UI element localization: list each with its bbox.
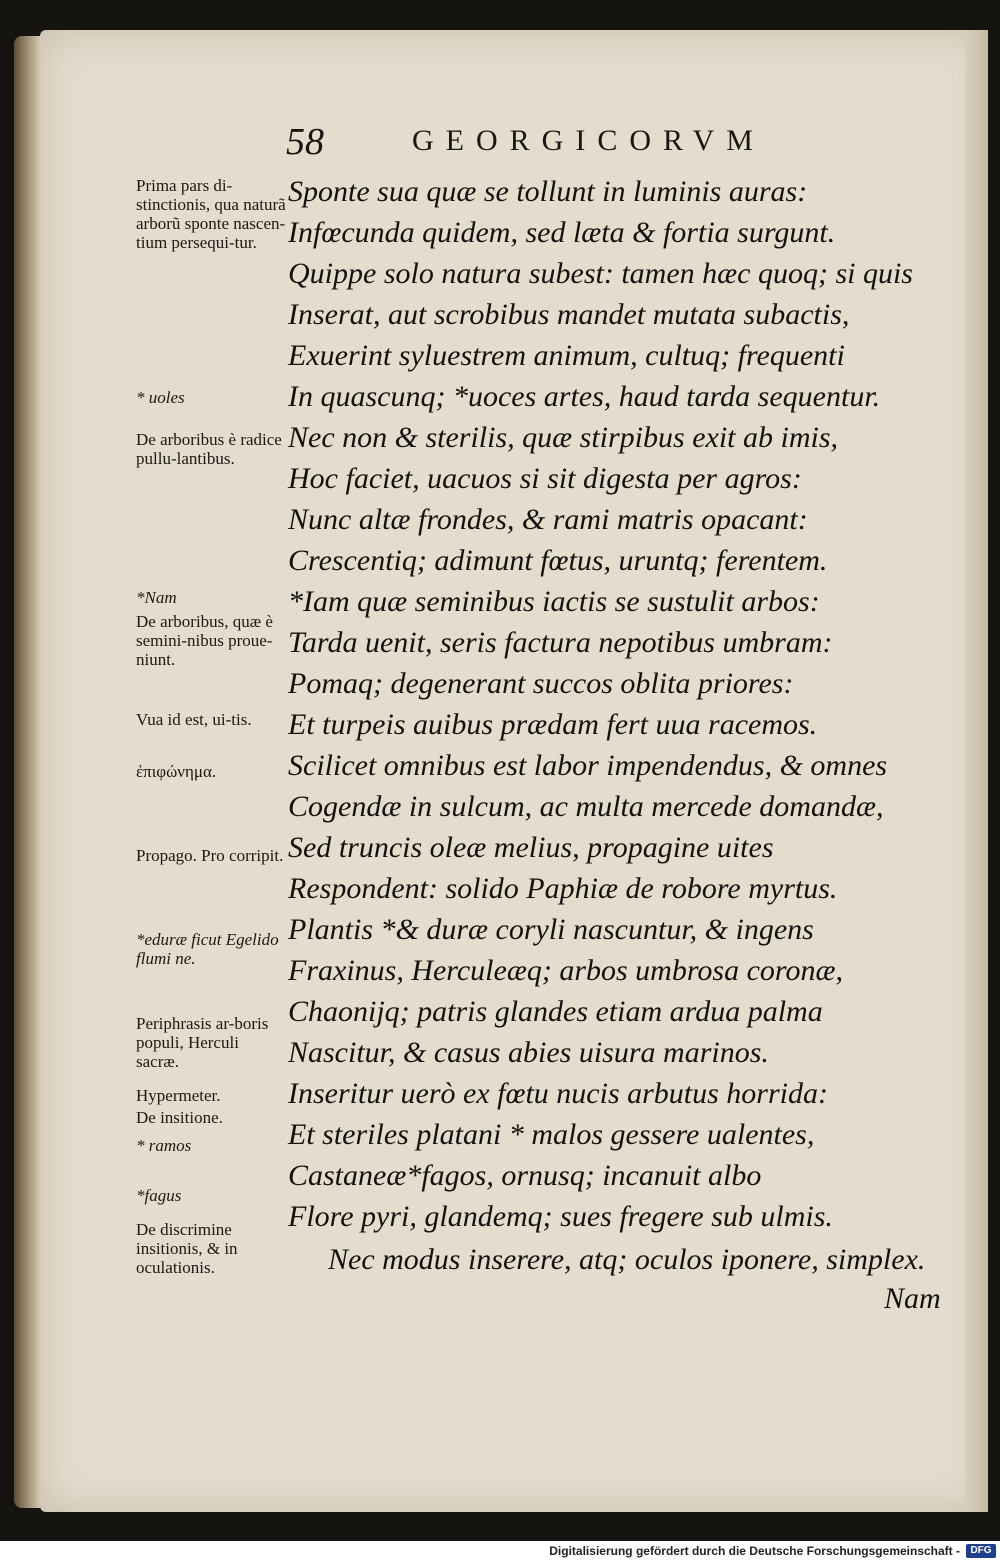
verse-line: *Iam quæ seminibus iactis se sustulit arbos:: [288, 585, 820, 618]
dfg-logo: DFG: [966, 1544, 996, 1558]
marginal-note: Periphrasis ar-boris populi, Herculi sacræ.: [136, 1014, 269, 1071]
marginal-note: Vua id est, ui-tis.: [136, 710, 252, 729]
marginal-note: De arboribus, quæ è semini-nibus proue-niunt.: [136, 612, 273, 669]
verse-line: Sponte sua quæ se tollunt in luminis auras:: [288, 175, 808, 208]
verse-line: Sed truncis oleæ melius, propagine uites: [288, 831, 774, 864]
marginal-note: ἐπιφώνημα.: [136, 762, 217, 781]
verse-line: Castaneæ*fagos, ornusq; incanuit albo: [288, 1159, 762, 1192]
marginal-note: Propago. Pro corripit.: [136, 846, 284, 865]
marginal-note: *Nam: [136, 588, 177, 607]
verse-line: Et turpeis auibus prædam fert uua racemos.: [288, 708, 818, 741]
verse-line: Nascitur, & casus abies uisura marinos.: [288, 1036, 769, 1069]
verse-block: [288, 0, 968, 1563]
marginal-note: * ramos: [136, 1136, 192, 1155]
verse-line: In quascunq; *uoces artes, haud tarda sequentur.: [288, 380, 881, 413]
verse-line: Inseritur uerò ex fœtu nucis arbutus horrida:: [288, 1077, 828, 1110]
verse-line: Hoc faciet, uacuos si sit digesta per agros:: [288, 462, 802, 495]
verse-line: Flore pyri, glandemq; sues fregere sub ulmis.: [288, 1200, 833, 1233]
page-number: 58: [286, 121, 324, 163]
verse-line: Nec modus inserere, atq; oculos iponere, simplex.: [328, 1243, 926, 1276]
verse-line: Tarda uenit, seris factura nepotibus umbram:: [288, 626, 833, 659]
marginal-note: Hypermeter.: [136, 1086, 221, 1105]
page-edge-right: [965, 30, 988, 1512]
marginal-note: De discrimine insitionis, & in oculationis.: [136, 1220, 238, 1277]
verse-line: Cogendæ in sulcum, ac multa mercede domandæ,: [288, 790, 884, 823]
running-title: GEORGICORVM: [412, 124, 765, 157]
verse-line: Quippe solo natura subest: tamen hæc quoq; si quis: [288, 257, 913, 290]
catchword: Nam: [884, 1282, 941, 1315]
marginal-note: *eduræ ficut Egelido flumi ne.: [136, 930, 279, 968]
verse-line: Nunc altæ frondes, & rami matris opacant:: [288, 503, 808, 536]
footer-bar: [0, 1541, 1000, 1563]
marginal-note: *fagus: [136, 1186, 182, 1205]
verse-line: Nec non & sterilis, quæ stirpibus exit ab imis,: [288, 421, 839, 454]
verse-line: Plantis *& duræ coryli nascuntur, & ingens: [288, 913, 814, 946]
verse-line: Respondent: solido Paphiæ de robore myrtus.: [288, 872, 838, 905]
verse-line: Fraxinus, Herculeæq; arbos umbrosa coronæ,: [288, 954, 843, 987]
verse-line: Chaonijq; patris glandes etiam ardua palma: [288, 995, 823, 1028]
marginal-note: Prima pars di-stinctionis, qua naturã arborũ sponte nascen-tium persequi-tur.: [136, 176, 286, 252]
verse-line: Et steriles platani * malos gessere ualentes,: [288, 1118, 815, 1151]
marginal-note: De arboribus è radice pullu-lantibus.: [136, 430, 282, 468]
book-spine-edge: [14, 36, 40, 1508]
verse-line: Scilicet omnibus est labor impendendus, & omnes: [288, 749, 888, 782]
marginal-note: De insitione.: [136, 1108, 223, 1127]
verse-line: Crescentiq; adimunt fœtus, uruntq; ferentem.: [288, 544, 828, 577]
marginal-notes: [136, 0, 286, 1563]
verse-line: Pomaq; degenerant succos oblita priores:: [288, 667, 794, 700]
verse-line: Inserat, aut scrobibus mandet mutata subactis,: [288, 298, 850, 331]
verse-line: Infœcunda quidem, sed læta & fortia surgunt.: [288, 216, 836, 249]
marginal-note: * uoles: [136, 388, 185, 407]
verse-line: Exuerint syluestrem animum, cultuq; frequenti: [288, 339, 845, 372]
funding-credit: Digitalisierung gefördert durch die Deutsche Forschungsgemeinschaft -: [549, 1544, 960, 1558]
